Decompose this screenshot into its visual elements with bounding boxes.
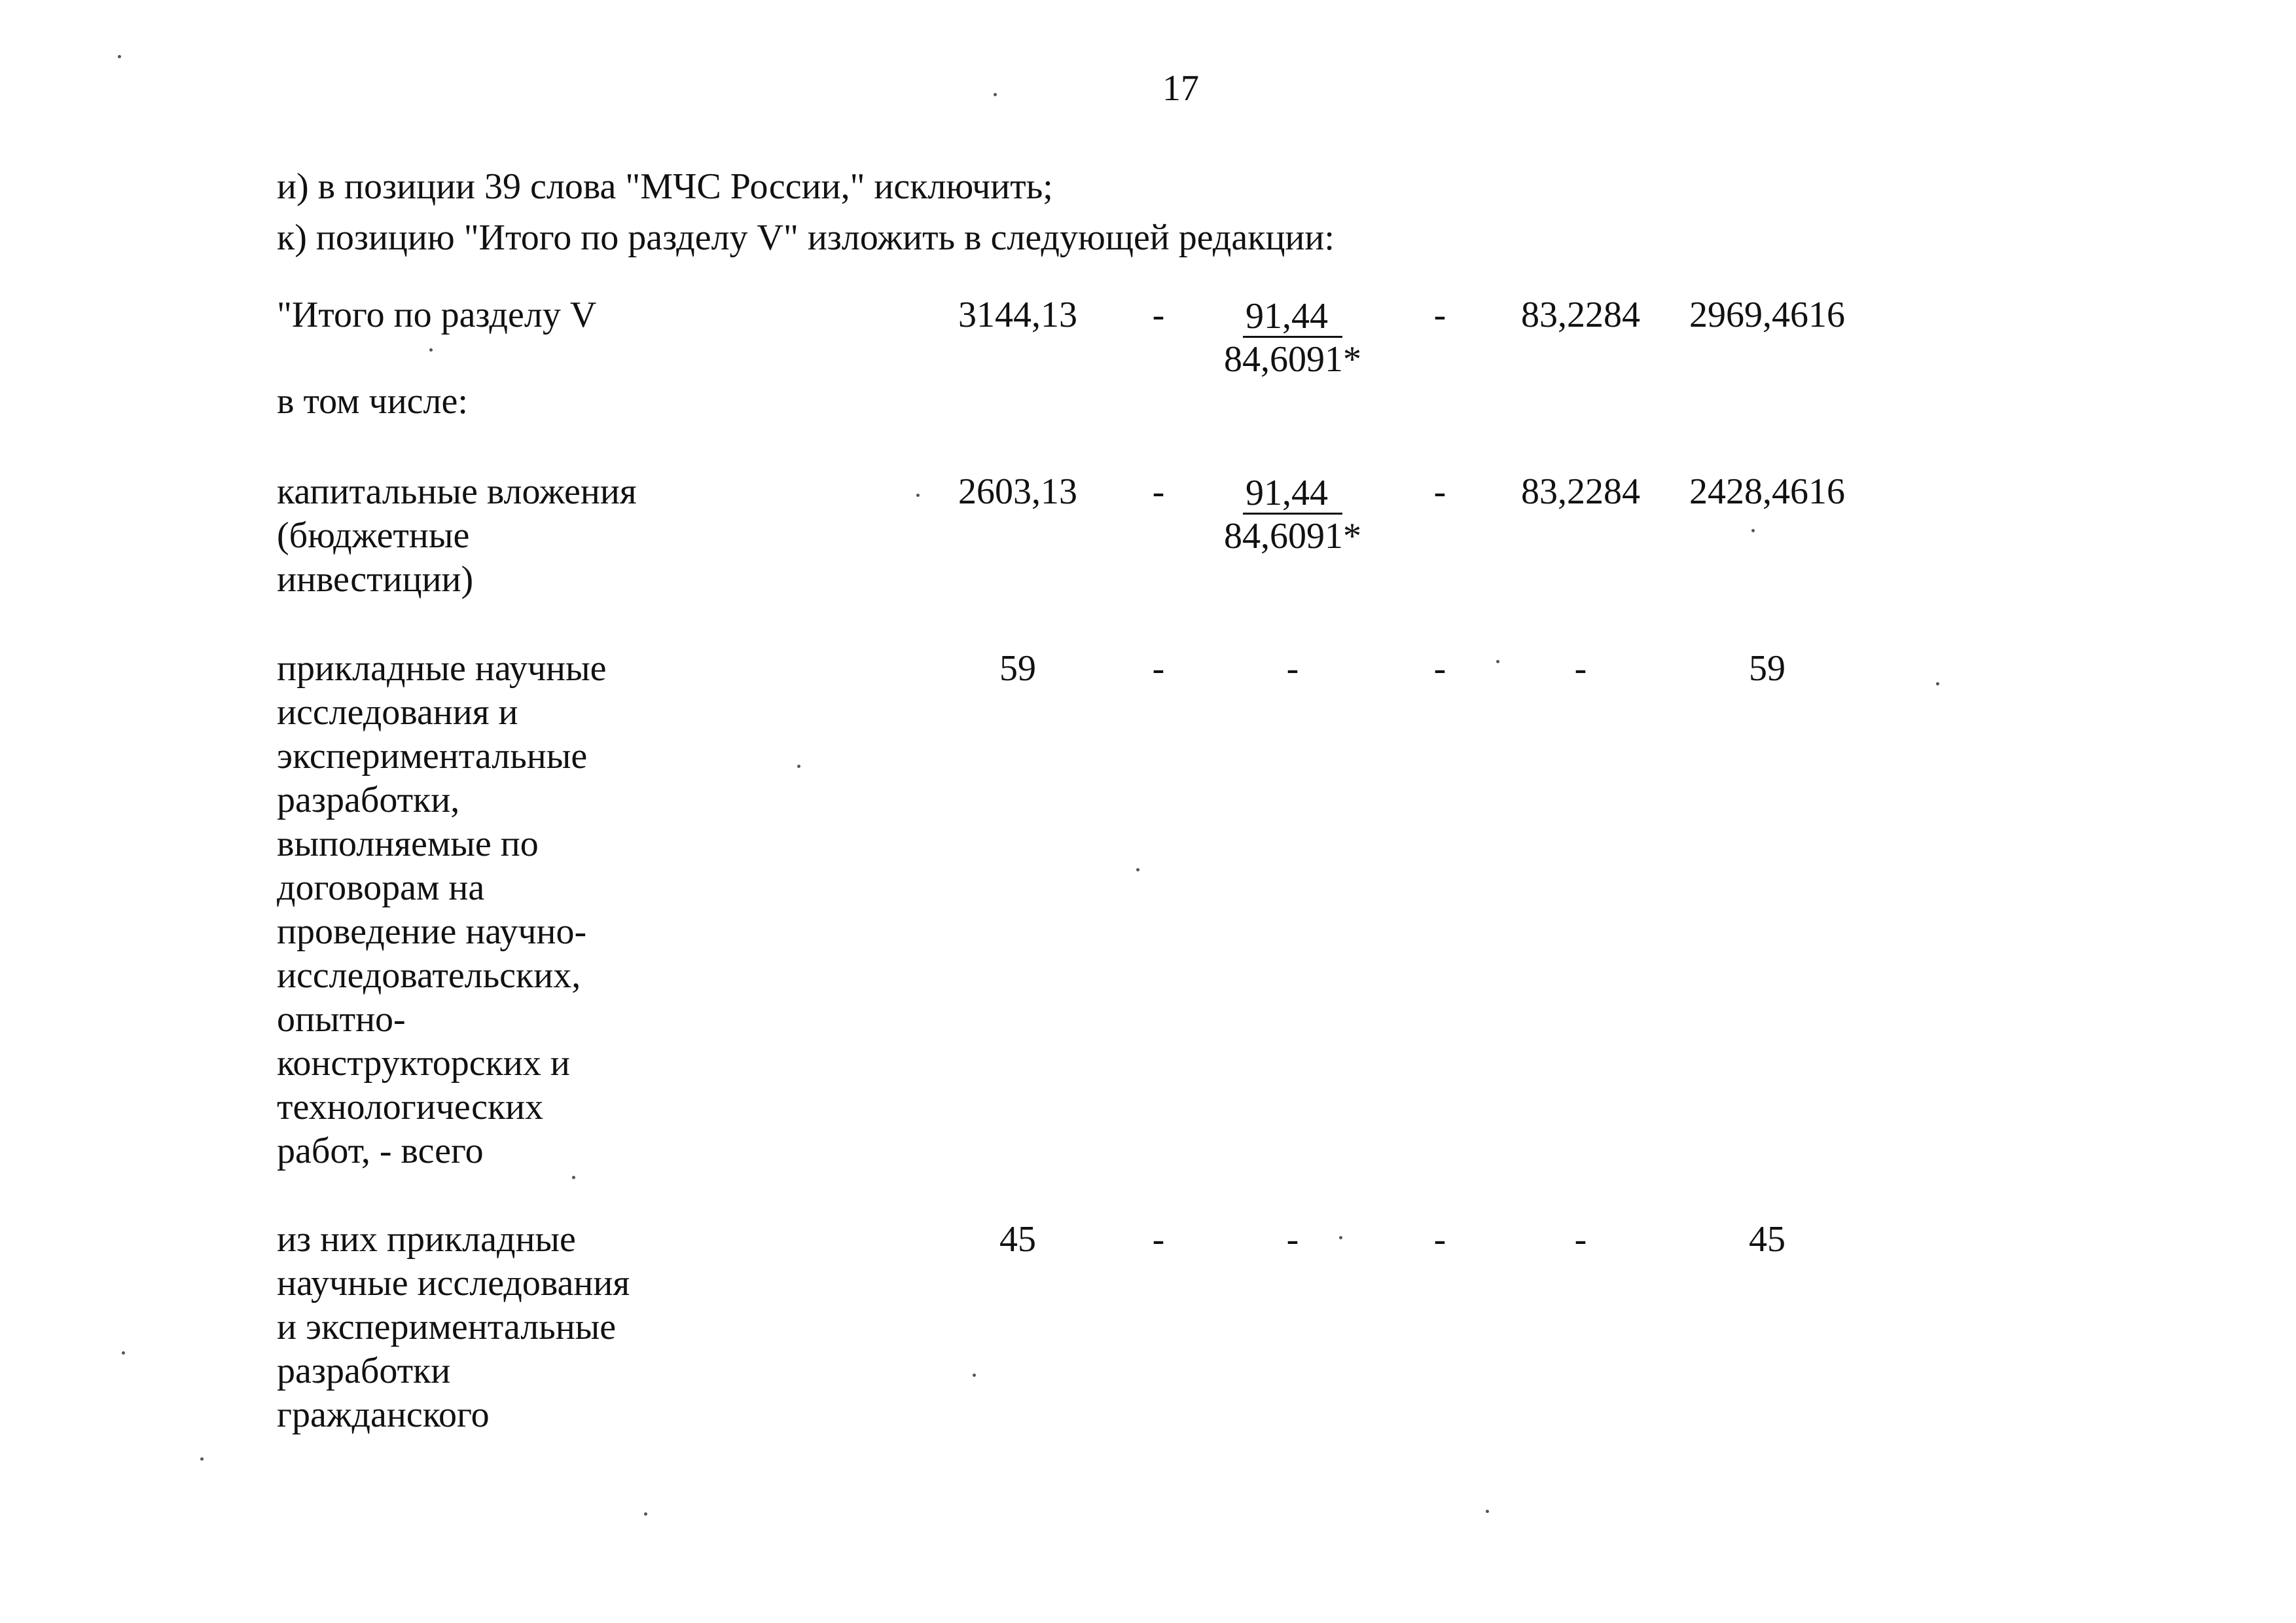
cell-value: - bbox=[1152, 295, 1165, 335]
cell-value: - bbox=[1152, 1219, 1165, 1260]
row-label: из них прикладные научные исследования и экспериментальные разработки гражданского bbox=[277, 1219, 630, 1435]
paragraph-item-i: и) в позиции 39 слова "МЧС России," исключить; bbox=[277, 166, 1053, 207]
row-label: прикладные научные исследования и экспериментальные разработки, выполняемые по договорам на проведение научно- исследовательских, опытно- конструкторских и технологических работ, - всего bbox=[277, 648, 607, 1171]
cell-value: - bbox=[1286, 648, 1299, 689]
cell-value: 3144,13 bbox=[958, 295, 1077, 335]
cell-value: - bbox=[1433, 471, 1446, 512]
cell-value: 45 bbox=[999, 1219, 1036, 1260]
row-label: "Итого по разделу V bbox=[277, 295, 597, 335]
cell-value: - bbox=[1152, 648, 1165, 689]
row-label: капитальные вложения (бюджетные инвестиции) bbox=[277, 471, 637, 600]
fraction-numerator: 91,44 bbox=[1243, 473, 1342, 515]
paragraph-item-k: к) позицию "Итого по разделу V" изложить в следующей редакции: bbox=[277, 217, 1335, 258]
cell-value: - bbox=[1286, 1219, 1299, 1260]
cell-value: 2428,4616 bbox=[1689, 471, 1845, 512]
cell-value: - bbox=[1574, 648, 1587, 689]
fraction-numerator: 91,44 bbox=[1243, 297, 1342, 338]
cell-value: 2603,13 bbox=[958, 471, 1077, 512]
cell-value: - bbox=[1574, 1219, 1587, 1260]
row-label: в том числе: bbox=[277, 381, 468, 422]
cell-value: - bbox=[1152, 471, 1165, 512]
cell-value: 83,2284 bbox=[1521, 295, 1640, 335]
cell-value: 59 bbox=[999, 648, 1036, 689]
fraction-cell bbox=[1211, 295, 1374, 338]
fraction-cell bbox=[1211, 471, 1374, 515]
cell-value: - bbox=[1433, 295, 1446, 335]
fraction-denominator: 84,6091* bbox=[1224, 516, 1361, 556]
cell-value: 2969,4616 bbox=[1689, 295, 1845, 335]
cell-value: - bbox=[1433, 1219, 1446, 1260]
cell-value: - bbox=[1433, 648, 1446, 689]
cell-value: 59 bbox=[1749, 648, 1785, 689]
cell-value: 45 bbox=[1749, 1219, 1785, 1260]
page-number: 17 bbox=[1162, 68, 1199, 109]
fraction-denominator: 84,6091* bbox=[1224, 339, 1361, 380]
cell-value: 83,2284 bbox=[1521, 471, 1640, 512]
